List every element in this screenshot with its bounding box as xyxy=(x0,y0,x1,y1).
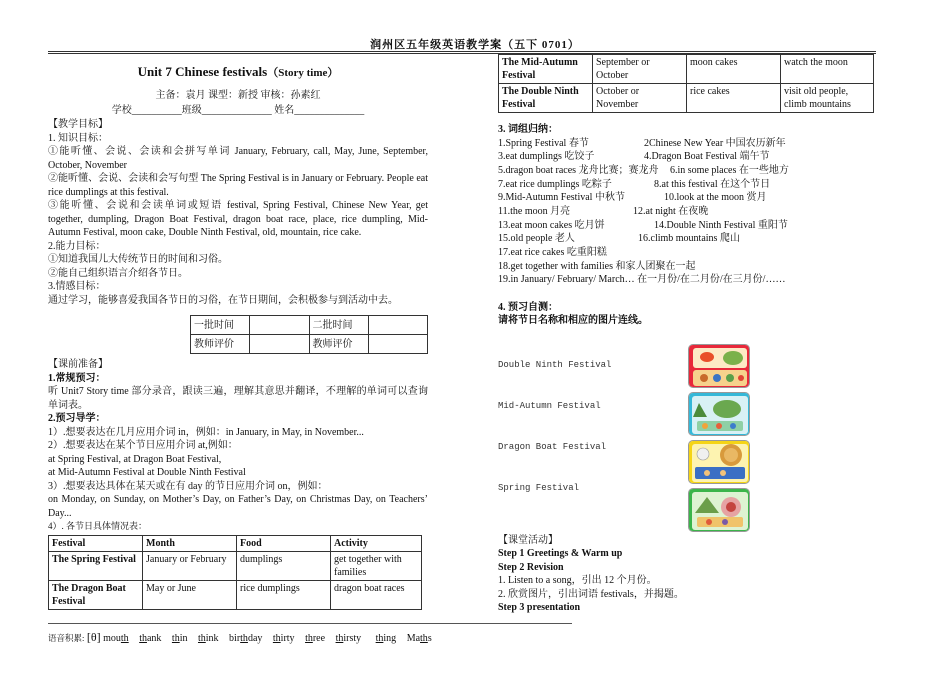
phrases-heading: 3. 词组归纳： xyxy=(498,124,558,135)
meta-authors: 主备：袁月 课型：新授 审核：孙素红 xyxy=(155,90,321,101)
list-item xyxy=(498,150,874,164)
dumplings-picture-icon xyxy=(689,345,750,388)
footer-divider xyxy=(48,623,572,624)
prep2-item2: 2）.想要表达在某个节日应用介词 at,例如： xyxy=(48,440,238,451)
prep2-item3a: on Monday, on Sunday, on Mother’s Day, on Father’s Day, on Christmas Day, on Teachers’ Day... xyxy=(48,494,428,519)
phrase-1: 1.Spring Festival 春节 xyxy=(498,137,589,149)
col-month: Month xyxy=(143,535,237,551)
prep2-item2a: at Spring Festival, at Dragon Boat Festival, xyxy=(48,453,222,465)
festival-picture-2[interactable] xyxy=(688,392,750,436)
phonics-word: three xyxy=(305,633,326,644)
list-item xyxy=(498,164,874,178)
match-label-mid-autumn[interactable]: Mid-Autumn Festival xyxy=(498,400,601,411)
prep1-heading: 1.常规预习： xyxy=(48,372,106,384)
table-row xyxy=(499,84,874,113)
goal3-heading: 3.情感目标： xyxy=(48,281,106,292)
goal1-b: ②能听懂、会说、会读和会写句型 The Spring Festival is in January or February. People eat rice dumplings at this festival. xyxy=(48,173,428,198)
prep2-item3: 3）.想要表达具体在某天或在有 day 的节日应用介词 on，例如： xyxy=(48,480,328,492)
meta-student-fields: 学校__________班级______________ 姓名______________ xyxy=(111,105,365,116)
cell-food: rice dumplings xyxy=(237,580,331,609)
phrase-19: 19.in January/ February/ March… 在一月份/在二月份/在三月份/…… xyxy=(498,274,786,286)
phonics-word: thank xyxy=(139,633,162,644)
table-row xyxy=(49,551,422,580)
festival-picture-3[interactable] xyxy=(688,440,750,484)
cell-food: rice cakes xyxy=(687,84,781,113)
step2-item2: 2. 欣赏图片，引出词语 festivals，并揭题。 xyxy=(498,588,684,600)
list-item xyxy=(498,232,874,246)
cell-food: moon cakes xyxy=(687,55,781,84)
goal2-a: ①知道我国儿大传统节日的时间和习俗。 xyxy=(48,254,228,265)
goal2-heading: 2.能力目标： xyxy=(48,240,106,252)
cell-festival: The Double Ninth Festival xyxy=(499,84,593,113)
phrase-15: 15.old people 老人 xyxy=(498,233,575,245)
list-item xyxy=(498,178,874,192)
goal2-b: ②能自己组织语言介绍各节日。 xyxy=(48,267,188,279)
title-sub: （Story time） xyxy=(267,67,339,79)
phrase-10: 10.look at the moon 赏月 xyxy=(664,192,767,204)
rice-dumplings-picture-icon xyxy=(689,393,750,436)
document-title xyxy=(48,64,428,80)
col-festival: Festival xyxy=(49,535,143,551)
self-test-instruction: 请将节日名称和相应的图片连线。 xyxy=(498,315,648,327)
approval-first-time-label: 一批时间 xyxy=(191,316,250,335)
festival-picture-1[interactable] xyxy=(688,344,750,388)
cell-month: May or June xyxy=(143,580,237,609)
cell-activity: dragon boat races xyxy=(331,580,422,609)
table-row xyxy=(499,55,874,84)
cell-activity: visit old people, climb mountains xyxy=(781,84,874,113)
phrase-list xyxy=(498,137,874,287)
title-main: Unit 7 Chinese festivals xyxy=(137,64,268,79)
festival-table-continued xyxy=(498,54,874,113)
cell-activity: watch the moon xyxy=(781,55,874,84)
step1: Step 1 Greetings & Warm up xyxy=(498,548,623,560)
cell-activity: get together with families xyxy=(331,551,422,580)
phrase-7: 7.eat rice dumplings 吃粽子 xyxy=(498,178,612,190)
list-item xyxy=(498,219,874,233)
phonics-word: thirty xyxy=(272,633,295,644)
cell-month: September or October xyxy=(593,55,687,84)
phrase-9: 9.Mid-Autumn Festival 中秋节 xyxy=(498,192,625,204)
phonics-footer xyxy=(48,630,432,645)
cell-festival: The Spring Festival xyxy=(49,551,143,580)
cell-festival: The Mid-Autumn Festival xyxy=(499,55,593,84)
phonics-word: mouth xyxy=(103,633,129,644)
phrase-8: 8.at this festival 在这个节日 xyxy=(654,178,771,190)
header-divider xyxy=(48,51,876,52)
approval-second-time-value[interactable] xyxy=(368,316,427,335)
left-column xyxy=(48,62,428,610)
cell-festival: The Dragon Boat Festival xyxy=(49,580,143,609)
right-column xyxy=(498,54,874,615)
moon-cakes-picture-icon xyxy=(689,441,750,484)
list-item xyxy=(498,137,874,151)
col-food: Food xyxy=(237,535,331,551)
self-test-heading: 4. 预习自测： xyxy=(498,301,558,313)
match-label-double-ninth[interactable]: Double Ninth Festival xyxy=(498,359,612,370)
table-row xyxy=(49,580,422,609)
phonics-word: thin xyxy=(171,633,188,644)
phonics-word: thing xyxy=(375,633,397,644)
page-header-title: 润州区五年级英语教学案（五下 0701） xyxy=(370,39,580,51)
goal1-c: ③能听懂、会说和会读单词或短语 festival, Spring Festival, Chinese New Year, get together, dumpling, Dragon Boat Festival, dragon boat race, place, rice dumpling, Mid-Autumn Festival, moon cake, Double Ninth Festival, old, mountain, rice cake. xyxy=(48,200,428,238)
step2-item1: 1. Listen to a song，引出 12 个月份。 xyxy=(498,575,657,587)
cell-month: January or February xyxy=(143,551,237,580)
phonics-label: 语音积累: xyxy=(48,633,85,643)
col-activity: Activity xyxy=(331,535,422,551)
approval-second-time-label: 二批时间 xyxy=(309,316,368,335)
phonics-symbol: [θ] xyxy=(86,630,101,644)
phrase-6: 6.in some places 在一些地方 xyxy=(670,164,789,176)
phonics-word: think xyxy=(197,633,219,644)
festival-picture-4[interactable] xyxy=(688,488,750,532)
goal3-a: 通过学习，能够喜爱我国各节日的习俗，在节日期间，会积极参与到活动中去。 xyxy=(48,294,398,306)
approval-eval2-label: 教师评价 xyxy=(309,335,368,354)
cell-food: dumplings xyxy=(237,551,331,580)
phrase-2: 2Chinese New Year 中国农历新年 xyxy=(644,137,786,149)
phrase-13: 13.eat moon cakes 吃月饼 xyxy=(498,219,605,231)
phrase-16: 16.climb mountains 爬山 xyxy=(638,233,740,245)
match-label-spring[interactable]: Spring Festival xyxy=(498,482,580,493)
cell-month: October or November xyxy=(593,84,687,113)
phonics-word: thirsty xyxy=(335,633,362,644)
festival-table xyxy=(48,535,422,610)
approval-table xyxy=(190,315,428,354)
phrase-4: 4.Dragon Boat Festival 端午节 xyxy=(644,151,770,163)
approval-eval2-value[interactable] xyxy=(368,335,427,354)
section-class-heading: 【课堂活动】 xyxy=(498,534,558,546)
phrase-5: 5.dragon boat races 龙舟比赛；赛龙舟 xyxy=(498,164,659,176)
prep1-text: 听 Unit7 Story time 部分录音，跟读三遍，理解其意思并翻译，不理解的单词可以查询单词表。 xyxy=(48,386,428,411)
list-item xyxy=(498,205,874,219)
step2: Step 2 Revision xyxy=(498,561,564,573)
match-label-dragon-boat[interactable]: Dragon Boat Festival xyxy=(498,441,607,452)
approval-eval1-label: 教师评价 xyxy=(191,335,250,354)
phonics-word: birthday xyxy=(229,633,263,644)
phrase-12: 12.at night 在夜晚 xyxy=(633,206,709,218)
prep2-heading: 2.预习导学： xyxy=(48,413,106,424)
prep2-item4: 4）. 各节日具体情况表： xyxy=(48,521,148,531)
phrase-18: 18.get together with families 和家人团聚在一起 xyxy=(498,260,696,272)
phrase-14: 14.Double Ninth Festival 重阳节 xyxy=(654,219,788,231)
phrase-11: 11.the moon 月亮 xyxy=(498,206,571,218)
step3: Step 3 presentation xyxy=(498,602,581,614)
section-prep-heading: 【课前准备】 xyxy=(48,359,108,370)
prep2-item1: 1）.想要表达在几月应用介词 in，例如：in January, in May, in November... xyxy=(48,426,364,438)
approval-first-time-value[interactable] xyxy=(250,316,309,335)
prep2-item2b: at Mid-Autumn Festival at Double Ninth Festival xyxy=(48,467,246,478)
matching-exercise xyxy=(498,328,874,534)
section-goals-heading: 【教学目标】 xyxy=(48,119,108,130)
rice-cakes-picture-icon xyxy=(689,489,750,532)
approval-eval1-value[interactable] xyxy=(250,335,309,354)
goal1-heading: 1. 知识目标： xyxy=(48,132,108,144)
phrase-3: 3.eat dumplings 吃饺子 xyxy=(498,151,595,163)
phonics-word: Maths xyxy=(406,633,432,644)
goal1-a: ①能听懂、会说、会读和会拼写单词 January, February, call, May, June, September, October, November xyxy=(48,146,428,171)
phrase-17: 17.eat rice cakes 吃重阳糕 xyxy=(498,247,607,259)
festival-table-header xyxy=(49,535,422,551)
list-item xyxy=(498,191,874,205)
